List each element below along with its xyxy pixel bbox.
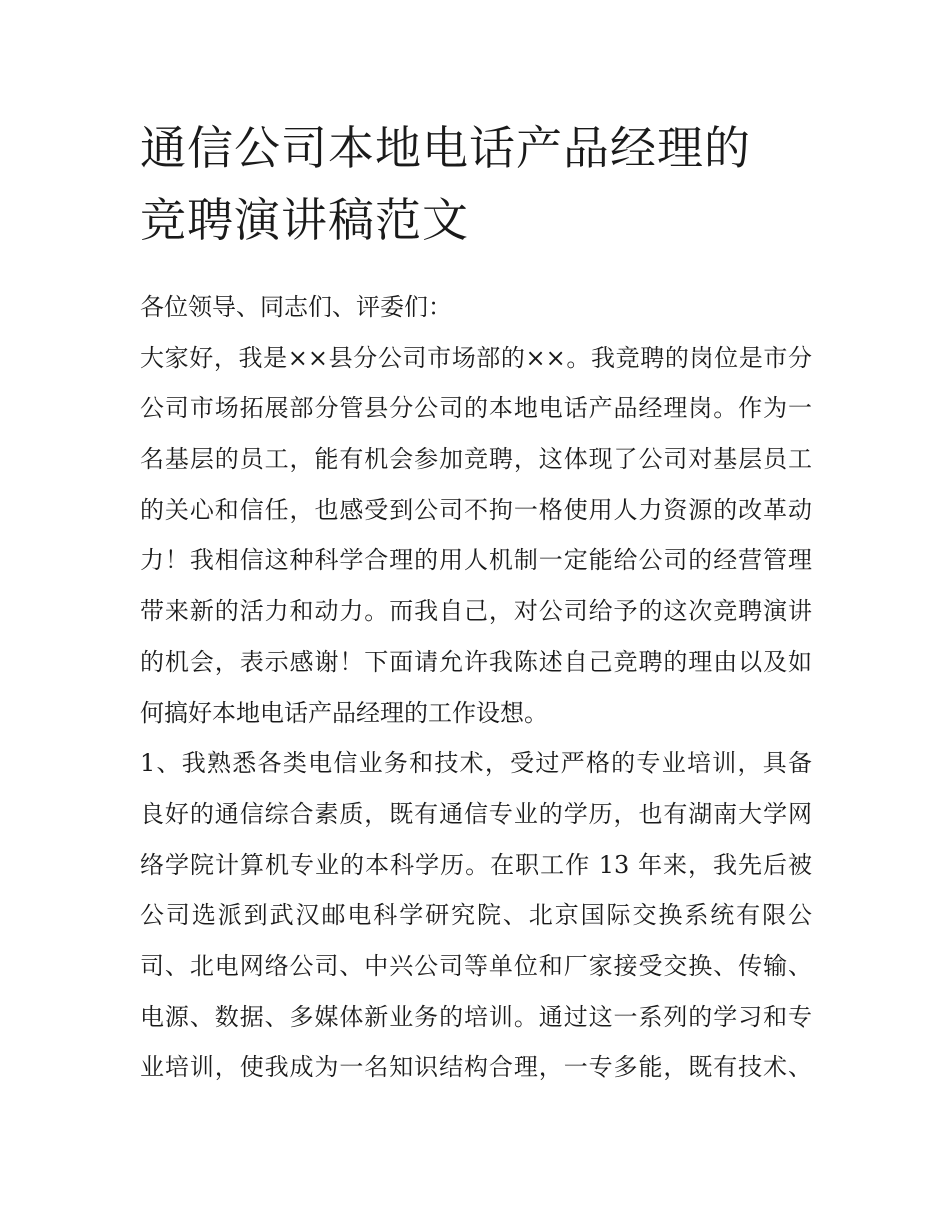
paragraph-line: 大家好，我是××县分公司市场部的××。我竞聘的岗位是市分 [140, 343, 812, 372]
paragraph-line: 良好的通信综合素质，既有通信专业的学历，也有湖南大学网 [140, 799, 812, 828]
title-line-1: 通信公司本地电话产品经理的 [140, 121, 751, 175]
paragraph-line: 的机会，表示感谢！下面请允许我陈述自己竞聘的理由以及如 [140, 647, 812, 676]
document-body [140, 282, 812, 1093]
paragraph-line: 业培训，使我成为一名知识结构合理，一专多能，既有技术、 [140, 1053, 812, 1082]
greeting-line: 各位领导、同志们、评委们： [140, 293, 452, 321]
paragraph-line: 公司市场拓展部分管县分公司的本地电话产品经理岗。作为一 [140, 394, 812, 423]
document-title [140, 112, 820, 256]
title-line-2: 竞聘演讲稿范文 [140, 193, 469, 247]
paragraph-line: 司、北电网络公司、中兴公司等单位和厂家接受交换、传输、 [140, 951, 812, 980]
paragraph-line: 1、我熟悉各类电信业务和技术，受过严格的专业培训，具备 [140, 749, 812, 778]
paragraph-line: 的关心和信任，也感受到公司不拘一格使用人力资源的改革动 [140, 495, 812, 524]
paragraph-2 [140, 738, 812, 1093]
paragraph-1 [140, 333, 812, 739]
paragraph-line: 何搞好本地电话产品经理的工作设想。 [140, 698, 548, 727]
paragraph-line: 公司选派到武汉邮电科学研究院、北京国际交换系统有限公 [140, 901, 812, 930]
paragraph-line: 络学院计算机专业的本科学历。在职工作 13 年来，我先后被 [140, 850, 812, 879]
paragraph-line: 带来新的活力和动力。而我自己，对公司给予的这次竞聘演讲 [140, 597, 812, 626]
paragraph-line: 力！我相信这种科学合理的用人机制一定能给公司的经营管理 [140, 546, 812, 575]
paragraph-line: 电源、数据、多媒体新业务的培训。通过这一系列的学习和专 [140, 1002, 812, 1031]
paragraph-line: 名基层的员工，能有机会参加竞聘，这体现了公司对基层员工 [140, 445, 812, 474]
